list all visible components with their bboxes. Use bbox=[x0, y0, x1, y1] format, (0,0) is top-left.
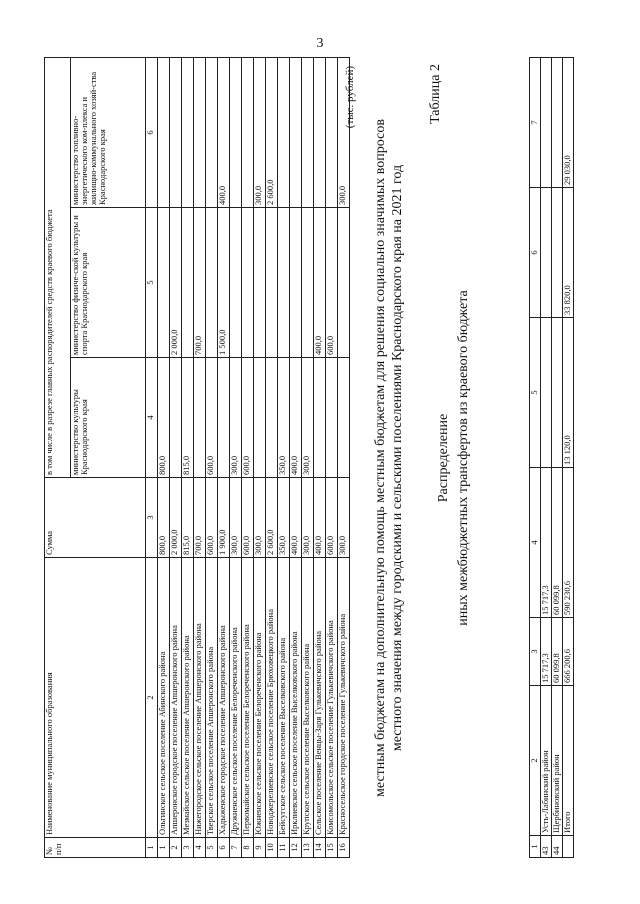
table-cell: 8 bbox=[242, 838, 254, 858]
table-cell: 44 bbox=[552, 836, 563, 858]
table-cell: 5 bbox=[206, 838, 218, 858]
top-table-header-cell: 7 bbox=[530, 58, 541, 188]
table-cell: Сельское поселение Венцы-Заря Гулькевичского района bbox=[314, 558, 326, 838]
table-row bbox=[302, 58, 314, 858]
title-line-3: местным бюджетам на дополнительную помощь местным бюджетам для решения социально значимых вопросов местного значения между городскими и сельскими поселениями Краснодарского края на 2021 год bbox=[373, 119, 405, 797]
table-cell: Усть-Лабинский район bbox=[541, 686, 552, 836]
table-cell: 815,0 bbox=[182, 478, 194, 558]
table-cell bbox=[326, 58, 338, 208]
table-cell: 60 099,8 bbox=[552, 618, 563, 686]
table-cell: Апшеронское городское поселение Апшеронского района bbox=[170, 558, 182, 838]
table-cell: 14 bbox=[314, 838, 326, 858]
table-cell: 600,0 bbox=[242, 478, 254, 558]
table-cell: 7 bbox=[230, 838, 242, 858]
column-number-row bbox=[146, 58, 158, 858]
table-cell: 600,0 bbox=[242, 358, 254, 478]
table-label: Таблица 2 bbox=[428, 64, 443, 124]
table-cell bbox=[158, 58, 170, 208]
table-cell: Ольгинское сельское поселение Абинского района bbox=[158, 558, 170, 838]
top-table-header-row bbox=[530, 58, 541, 858]
table-cell bbox=[242, 58, 254, 208]
table-cell: 300,0 bbox=[302, 358, 314, 478]
top-table-header-cell: 2 bbox=[530, 686, 541, 836]
table-cell: 666 200,6 bbox=[563, 618, 574, 686]
table-cell bbox=[266, 358, 278, 478]
table-cell: 300,0 bbox=[230, 358, 242, 478]
units-label: (тыс. рублей) bbox=[344, 66, 356, 129]
table-cell: 12 bbox=[290, 838, 302, 858]
table-cell: 300,0 bbox=[230, 478, 242, 558]
table-cell bbox=[302, 58, 314, 208]
column-number-cell: 5 bbox=[146, 208, 158, 358]
table-cell: Дружненское сельское поселение Белореченского района bbox=[230, 558, 242, 838]
table-row bbox=[194, 58, 206, 858]
table-cell: 2 bbox=[170, 838, 182, 858]
table-cell: Ирклиевское сельское поселение Выселковского района bbox=[290, 558, 302, 838]
table-cell: 2 600,0 bbox=[266, 58, 278, 208]
table-cell bbox=[254, 208, 266, 358]
table-row bbox=[326, 58, 338, 858]
top-table-header-cell: 3 bbox=[530, 618, 541, 686]
table-cell: 300,0 bbox=[254, 58, 266, 208]
table-row bbox=[218, 58, 230, 858]
table-cell bbox=[206, 208, 218, 358]
table-cell: Красносельское городское поселение Гулькевичского района bbox=[338, 558, 350, 838]
header-ministry-culture: министерство культуры Краснодарского края bbox=[71, 358, 146, 478]
table-cell: Комсомольское сельское поселение Гулькевичского района bbox=[326, 558, 338, 838]
table-cell bbox=[326, 358, 338, 478]
table-cell bbox=[266, 208, 278, 358]
table-cell bbox=[314, 58, 326, 208]
table-cell: Тверское сельское поселение Апшеронского района bbox=[206, 558, 218, 838]
title-line-1: Распределение bbox=[436, 413, 451, 503]
table-cell: 400,0 bbox=[218, 58, 230, 208]
table-row bbox=[266, 58, 278, 858]
header-no: № п/п bbox=[45, 838, 146, 858]
table-cell bbox=[194, 358, 206, 478]
table-cell bbox=[290, 208, 302, 358]
table-cell: 815,0 bbox=[182, 358, 194, 478]
table-cell: 600,0 bbox=[206, 358, 218, 478]
table-cell bbox=[314, 358, 326, 478]
table-row bbox=[314, 58, 326, 858]
table-cell: Новоджерелиевское сельское поселение Брюховецкого района bbox=[266, 558, 278, 838]
table-cell: 13 bbox=[302, 838, 314, 858]
table-cell: 300,0 bbox=[338, 58, 350, 208]
table-cell bbox=[290, 58, 302, 208]
column-number-cell: 6 bbox=[146, 58, 158, 208]
table-cell: Итого bbox=[563, 686, 574, 836]
table-cell bbox=[218, 358, 230, 478]
table-cell: 2 000,0 bbox=[170, 208, 182, 358]
table-cell bbox=[552, 58, 563, 188]
table-row bbox=[242, 58, 254, 858]
table-cell: 60 099,8 bbox=[552, 468, 563, 618]
table-cell: 9 bbox=[254, 838, 266, 858]
table-cell: 400,0 bbox=[290, 478, 302, 558]
table-cell: Мезмайское сельское поселение Апшеронского района bbox=[182, 558, 194, 838]
table-row bbox=[338, 58, 350, 858]
table-row bbox=[206, 58, 218, 858]
table-row bbox=[158, 58, 170, 858]
table-cell bbox=[182, 58, 194, 208]
table-cell: 400,0 bbox=[314, 478, 326, 558]
table-row bbox=[563, 58, 574, 858]
table-cell: 700,0 bbox=[194, 208, 206, 358]
top-table-header-cell: 5 bbox=[530, 318, 541, 468]
table-cell: 10 bbox=[266, 838, 278, 858]
main-header-row-1 bbox=[45, 58, 71, 858]
table-cell: 300,0 bbox=[302, 478, 314, 558]
table-cell: 3 bbox=[182, 838, 194, 858]
header-ministry-fuel: министерство топливно-энергетического ком-плекса и жилищно-коммунального хозяй-ства Краснодарского края bbox=[71, 58, 146, 208]
table-row bbox=[170, 58, 182, 858]
table-cell: 700,0 bbox=[194, 478, 206, 558]
table-cell bbox=[170, 358, 182, 478]
table-cell bbox=[158, 208, 170, 358]
table-cell bbox=[302, 208, 314, 358]
table-row bbox=[182, 58, 194, 858]
table-cell bbox=[552, 318, 563, 468]
table-cell: 1 500,0 bbox=[218, 208, 230, 358]
table-cell: 350,0 bbox=[278, 358, 290, 478]
table-cell bbox=[541, 58, 552, 188]
table-cell: 2 000,0 bbox=[170, 478, 182, 558]
column-number-cell: 1 bbox=[146, 838, 158, 858]
table-cell: 43 bbox=[541, 836, 552, 858]
table-cell: 15 717,3 bbox=[541, 618, 552, 686]
table-cell: 6 bbox=[218, 838, 230, 858]
table-cell: 350,0 bbox=[278, 478, 290, 558]
rotated-page-content bbox=[44, 58, 604, 858]
table-cell: 29 030,0 bbox=[563, 58, 574, 188]
header-name: Наименование муниципального образования bbox=[45, 558, 146, 838]
table-cell bbox=[541, 188, 552, 318]
table-cell: 2 600,0 bbox=[266, 478, 278, 558]
table-cell: Хадыженское городское поселение Апшеронского района bbox=[218, 558, 230, 838]
table-cell: 4 bbox=[194, 838, 206, 858]
table-row bbox=[278, 58, 290, 858]
table-cell: Южненское сельское поселение Белореченского района bbox=[254, 558, 266, 838]
column-number-cell: 3 bbox=[146, 478, 158, 558]
table-cell bbox=[552, 188, 563, 318]
table-cell: 590 230,6 bbox=[563, 468, 574, 618]
table-row bbox=[541, 58, 552, 858]
table-cell: Нижегородское сельское поселение Апшеронского района bbox=[194, 558, 206, 838]
table-cell bbox=[170, 58, 182, 208]
table-cell: 11 bbox=[278, 838, 290, 858]
table-cell: 600,0 bbox=[206, 478, 218, 558]
column-number-cell: 4 bbox=[146, 358, 158, 478]
header-ministry-sport: министерство физиче-ской культуры и спорта Краснодарского края bbox=[71, 208, 146, 358]
top-table-header-cell: 4 bbox=[530, 468, 541, 618]
table-cell bbox=[242, 208, 254, 358]
table-cell: 800,0 bbox=[158, 478, 170, 558]
table-row bbox=[230, 58, 242, 858]
table-cell bbox=[338, 208, 350, 358]
table-row bbox=[254, 58, 266, 858]
table-cell: 800,0 bbox=[158, 358, 170, 478]
table-row bbox=[552, 58, 563, 858]
table-cell: 1 bbox=[158, 838, 170, 858]
table-cell bbox=[278, 208, 290, 358]
top-table-header-cell: 6 bbox=[530, 188, 541, 318]
table-cell bbox=[254, 358, 266, 478]
table-row bbox=[290, 58, 302, 858]
table-cell: Первомайское сельское поселение Белореченского района bbox=[242, 558, 254, 838]
table-cell bbox=[230, 58, 242, 208]
top-table-header-cell: 1 bbox=[530, 836, 541, 858]
table-cell: 600,0 bbox=[326, 208, 338, 358]
table-cell bbox=[230, 208, 242, 358]
table-cell: Щербиновский район bbox=[552, 686, 563, 836]
table-cell: Бейсугское сельское поселение Выселковского района bbox=[278, 558, 290, 838]
table-cell: 600,0 bbox=[326, 478, 338, 558]
page-number: 3 bbox=[316, 36, 324, 51]
table-cell: 33 820,0 bbox=[563, 188, 574, 318]
header-sum: Сумма bbox=[45, 478, 146, 558]
table-cell bbox=[194, 58, 206, 208]
table-cell: 300,0 bbox=[338, 478, 350, 558]
table-cell bbox=[563, 836, 574, 858]
table-cell: 16 bbox=[338, 838, 350, 858]
table-cell: 15 bbox=[326, 838, 338, 858]
table-cell: 1 900,0 bbox=[218, 478, 230, 558]
title-line-2: иных межбюджетных трансфертов из краевого бюджета bbox=[456, 290, 471, 626]
table-cell bbox=[338, 358, 350, 478]
table-cell bbox=[278, 58, 290, 208]
main-table bbox=[44, 57, 350, 858]
header-group: в том числе в разрезе главных распорядителей средств краевого бюджета bbox=[45, 58, 71, 478]
column-number-cell: 2 bbox=[146, 558, 158, 838]
table-cell: 15 717,3 bbox=[541, 468, 552, 618]
table-cell bbox=[541, 318, 552, 468]
table-cell bbox=[182, 208, 194, 358]
top-continuation-table bbox=[529, 57, 574, 858]
table-cell: Крупское сельское поселение Выселковского района bbox=[302, 558, 314, 838]
table-cell: 300,0 bbox=[254, 478, 266, 558]
table-cell: 13 120,0 bbox=[563, 318, 574, 468]
table-cell: 400,0 bbox=[290, 358, 302, 478]
table-cell: 400,0 bbox=[314, 208, 326, 358]
table-cell bbox=[206, 58, 218, 208]
